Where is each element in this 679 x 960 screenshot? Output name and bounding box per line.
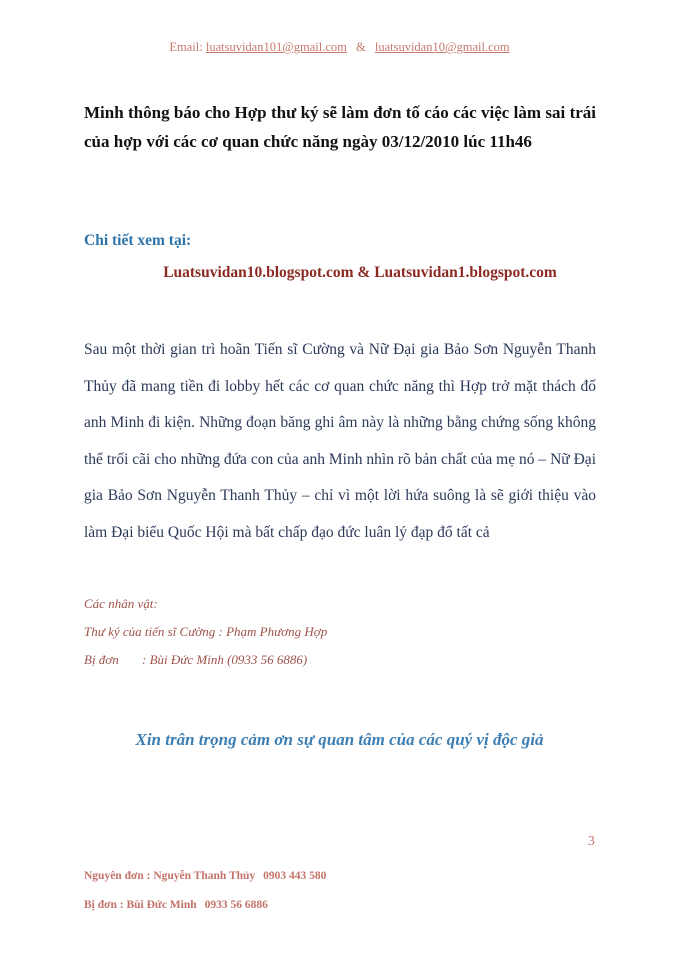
- footer-defendant: [84, 891, 326, 920]
- footer-plaintiff-phone: 0903 443 580: [263, 870, 327, 882]
- footer-defendant-label: Bị đơn : Bùi Đức Minh: [84, 899, 197, 911]
- document-title: Minh thông báo cho Hợp thư ký sẽ làm đơn tố cáo các việc làm sai trái của hợp với các cơ quan chức năng ngày 03/12/2010 lúc 11h46: [84, 103, 596, 151]
- footer-defendant-phone: 0933 56 6886: [204, 899, 268, 911]
- email-separator: &: [355, 40, 366, 54]
- page-number: 3: [588, 833, 595, 848]
- characters-secretary: Thư ký của tiến sĩ Cường : Phạm Phương Hợp: [84, 624, 328, 639]
- characters-defendant: [84, 646, 584, 674]
- body-paragraph: Sau một thời gian trì hoãn Tiến sĩ Cường và Nữ Đại gia Bảo Sơn Nguyễn Thanh Thủy đã mang tiền đi lobby hết các cơ quan chức năng thì Hợp trở mặt thách đố anh Minh đi kiện. Những đoạn băng ghi âm này là những bằng chứng sống không thể trối cãi cho những đứa con của anh Minh nhìn rõ bản chất của mẹ nó – Nữ Đại gia Bảo Sơn Nguyễn Thanh Thủy – chỉ vì một lời hứa suông là sẽ giới thiệu vào làm Đại biểu Quốc Hội mà bất chấp đạo đức luân lý đạp đổ tất cả: [84, 341, 596, 541]
- email-link-1[interactable]: luatsuvidan101@gmail.com: [205, 40, 347, 54]
- email-label: Email:: [169, 40, 203, 54]
- detail-label: Chi tiết xem tại:: [84, 232, 192, 249]
- thanks-message: Xin trân trọng cảm ơn sự quan tâm của các quý vị độc giả: [135, 730, 544, 749]
- email-link-2[interactable]: luatsuvidan10@gmail.com: [374, 40, 510, 54]
- blog-links[interactable]: Luatsuvidan10.blogspot.com & Luatsuvidan1.blogspot.com: [163, 264, 557, 281]
- footer-plaintiff-label: Nguyên đơn : Nguyễn Thanh Thủy: [84, 870, 256, 882]
- characters-section: [84, 590, 584, 674]
- characters-heading: Các nhân vật:: [84, 596, 158, 611]
- footer: [84, 862, 326, 920]
- footer-plaintiff: [84, 862, 326, 891]
- defendant-role-label: Bị đơn: [84, 652, 119, 667]
- defendant-role-value: : Bùi Đức Minh (0933 56 6886): [142, 652, 308, 667]
- header-email-line: [0, 40, 679, 55]
